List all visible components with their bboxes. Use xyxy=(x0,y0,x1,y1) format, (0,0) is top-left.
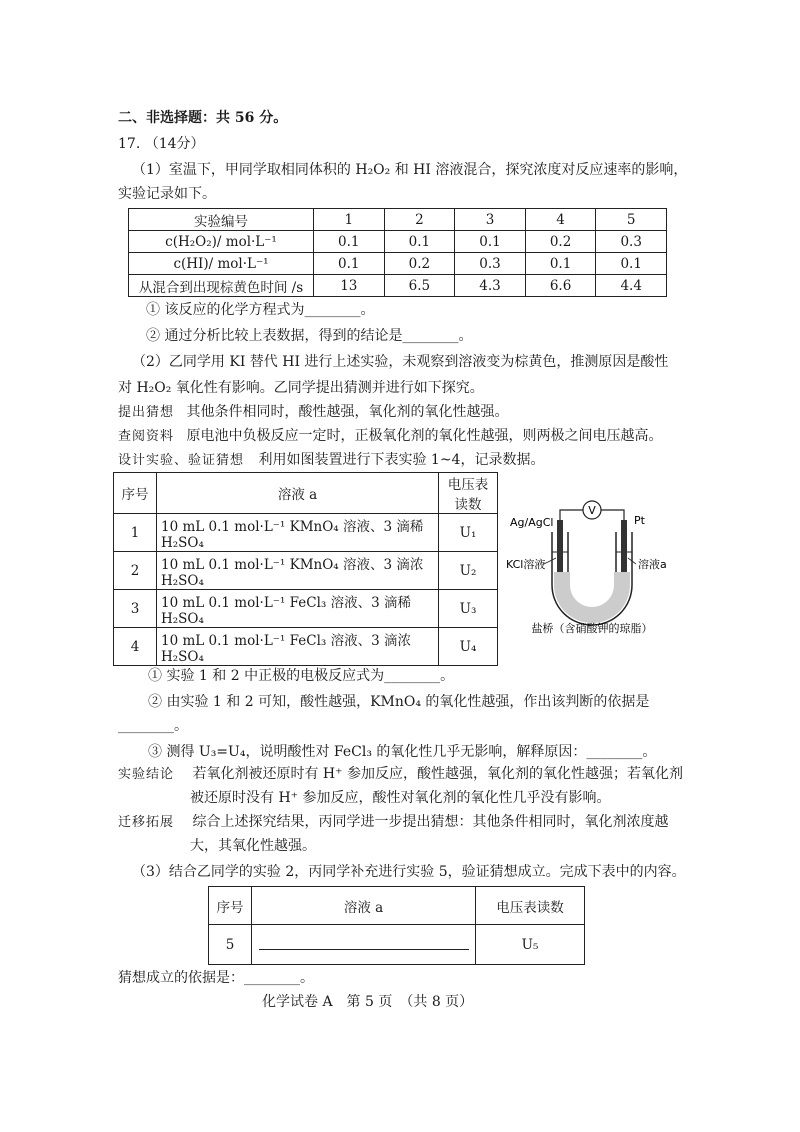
supplementary-experiment-table xyxy=(208,886,585,965)
rate-table-cell: 0.2 xyxy=(525,231,596,253)
voltage-table-sol: 10 mL 0.1 mol·L⁻¹ KMnO₄ 溶液、3 滴浓 H₂SO₄ xyxy=(157,552,439,590)
conclusion-label: 实验结论 xyxy=(118,767,175,782)
right-electrode xyxy=(621,520,627,572)
rate-table-cell: 4.4 xyxy=(596,275,667,297)
voltage-table-no: 2 xyxy=(114,552,157,590)
diagram-caption: 盐桥（含硝酸钾的琼脂） xyxy=(531,622,653,635)
part2-line2: 对 H₂O₂ 氧化性有影响。乙同学提出猜测并进行如下探究。 xyxy=(118,380,484,396)
voltage-table-u: U₁ xyxy=(439,514,498,552)
rate-table-row xyxy=(129,209,667,231)
t3-solution-answer-blank[interactable] xyxy=(252,925,476,965)
t3-row-voltage: U₅ xyxy=(476,925,585,965)
right-solution-label: 溶液a xyxy=(638,558,667,571)
voltmeter-label: V xyxy=(588,504,596,517)
voltage-table-sol: 10 mL 0.1 mol·L⁻¹ KMnO₄ 溶液、3 滴稀 H₂SO₄ xyxy=(157,514,439,552)
design-label: 设计实验、验证猜想 xyxy=(118,453,245,468)
voltage-table-row xyxy=(114,514,498,552)
voltage-experiment-table xyxy=(113,472,498,666)
section-title: 二、非选择题：共 56 分。 xyxy=(118,110,288,126)
left-solution-label: KCl溶液 xyxy=(506,558,546,571)
part1-line1: （1）室温下，甲同学取相同体积的 H₂O₂ 和 HI 溶液混合，探究浓度对反应速率的影响， xyxy=(132,162,688,178)
q1-sub1: ① 该反应的化学方程式为________。 xyxy=(146,302,375,318)
hypothesis-label: 提出猜想 xyxy=(118,405,175,420)
rate-table-row-label: c(HI)/ mol·L⁻¹ xyxy=(129,253,314,275)
t3-header-solution: 溶液 a xyxy=(252,887,476,925)
t3-header-voltage: 电压表读数 xyxy=(476,887,585,925)
rate-table-row xyxy=(129,275,667,297)
voltage-table-no: 1 xyxy=(114,514,157,552)
design-text: 利用如图装置进行下表实验 1~4，记录数据。 xyxy=(258,452,545,468)
voltage-table-u: U₂ xyxy=(439,552,498,590)
left-electrode xyxy=(557,520,563,572)
part3-text: （3）结合乙同学的实验 2，丙同学补充进行实验 5，验证猜想成立。完成下表中的内容。 xyxy=(132,864,686,880)
q2-sub2-line2: ________。 xyxy=(118,718,188,734)
rate-table-cell: 0.1 xyxy=(596,253,667,275)
reference-text: 原电池中负极反应一定时，正极氧化剂的氧化性越强，则两极之间电压越高。 xyxy=(186,428,663,444)
voltage-table-sol: 10 mL 0.1 mol·L⁻¹ FeCl₃ 溶液、3 滴浓 H₂SO₄ xyxy=(157,628,439,666)
voltage-table-u: U₄ xyxy=(439,628,498,666)
voltage-table-no: 3 xyxy=(114,590,157,628)
page-footer: 化学试卷 A 第 5 页 （共 8 页） xyxy=(262,994,474,1010)
voltage-table-row xyxy=(114,590,498,628)
extension-line1: 综合上述探究结果，丙同学进一步提出猜想：其他条件相同时，氧化剂浓度越 xyxy=(192,814,669,830)
voltage-table-sol: 10 mL 0.1 mol·L⁻¹ FeCl₃ 溶液、3 滴稀 H₂SO₄ xyxy=(157,590,439,628)
rate-table-cell: 4 xyxy=(525,209,596,231)
rate-table-cell: 0.1 xyxy=(525,253,596,275)
rate-table-cell: 6.5 xyxy=(384,275,455,297)
rate-table-cell: 2 xyxy=(384,209,455,231)
rate-data-table xyxy=(128,208,667,297)
t3-header-no: 序号 xyxy=(209,887,252,925)
rate-table-row xyxy=(129,253,667,275)
rate-table-cell: 0.1 xyxy=(384,231,455,253)
rate-table-row xyxy=(129,231,667,253)
rate-table-row-label: c(H₂O₂)/ mol·L⁻¹ xyxy=(129,231,314,253)
right-electrode-label: Pt xyxy=(634,514,645,527)
rate-table-row-label: 实验编号 xyxy=(129,209,314,231)
rate-table-cell: 5 xyxy=(596,209,667,231)
rate-table-row-label: 从混合到出现棕黄色时间 /s xyxy=(129,275,314,297)
rate-table-cell: 4.3 xyxy=(455,275,526,297)
conclusion-line1: 若氧化剂被还原时有 H⁺ 参加反应，酸性越强，氧化剂的氧化性越强；若氧化剂 xyxy=(192,766,683,782)
rate-table-cell: 0.3 xyxy=(596,231,667,253)
final-question: 猜想成立的依据是：________。 xyxy=(118,970,314,986)
part1-line2: 实验记录如下。 xyxy=(118,186,216,202)
rate-table-cell: 0.3 xyxy=(455,253,526,275)
q2-sub3: ③ 测得 U₃=U₄，说明酸性对 FeCl₃ 的氧化性几乎无影响，解释原因：________。 xyxy=(148,744,657,760)
part2-line1: （2）乙同学用 KI 替代 HI 进行上述实验，未观察到溶液变为棕黄色，推测原因是酸性 xyxy=(132,354,669,370)
voltage-table-header: 溶液 a xyxy=(157,473,439,514)
q1-sub2: ② 通过分析比较上表数据，得到的结论是________。 xyxy=(146,328,473,344)
voltage-table-row xyxy=(114,552,498,590)
rate-table-cell: 13 xyxy=(314,275,385,297)
rate-table-cell: 6.6 xyxy=(525,275,596,297)
voltage-table-header: 序号 xyxy=(114,473,157,514)
hypothesis-text: 其他条件相同时，酸性越强，氧化剂的氧化性越强。 xyxy=(186,404,509,420)
rate-table-cell: 0.2 xyxy=(384,253,455,275)
rate-table-cell: 3 xyxy=(455,209,526,231)
rate-table-cell: 1 xyxy=(314,209,385,231)
extension-label: 迁移拓展 xyxy=(118,815,175,830)
voltage-table-header: 电压表读数 xyxy=(439,473,498,514)
galvanic-cell-diagram xyxy=(504,490,690,640)
voltage-table-no: 4 xyxy=(114,628,157,666)
q2-sub2-line1: ② 由实验 1 和 2 可知，酸性越强，KMnO₄ 的氧化性越强，作出该判断的依据是 xyxy=(148,694,650,710)
rate-table-cell: 0.1 xyxy=(314,253,385,275)
reference-label: 查阅资料 xyxy=(118,429,175,444)
t3-row-no: 5 xyxy=(209,925,252,965)
question-header: 17. （14分） xyxy=(118,136,205,152)
voltage-table-row xyxy=(114,628,498,666)
conclusion-line2: 被还原时没有 H⁺ 参加反应，酸性对氧化剂的氧化性几乎没有影响。 xyxy=(190,790,611,806)
rate-table-cell: 0.1 xyxy=(455,231,526,253)
left-electrode-label: Ag/AgCl xyxy=(510,516,554,529)
extension-line2: 大，其氧化性越强。 xyxy=(190,838,316,854)
rate-table-cell: 0.1 xyxy=(314,231,385,253)
q2-sub1: ① 实验 1 和 2 中正极的电极反应式为________。 xyxy=(148,668,455,684)
voltage-table-u: U₃ xyxy=(439,590,498,628)
